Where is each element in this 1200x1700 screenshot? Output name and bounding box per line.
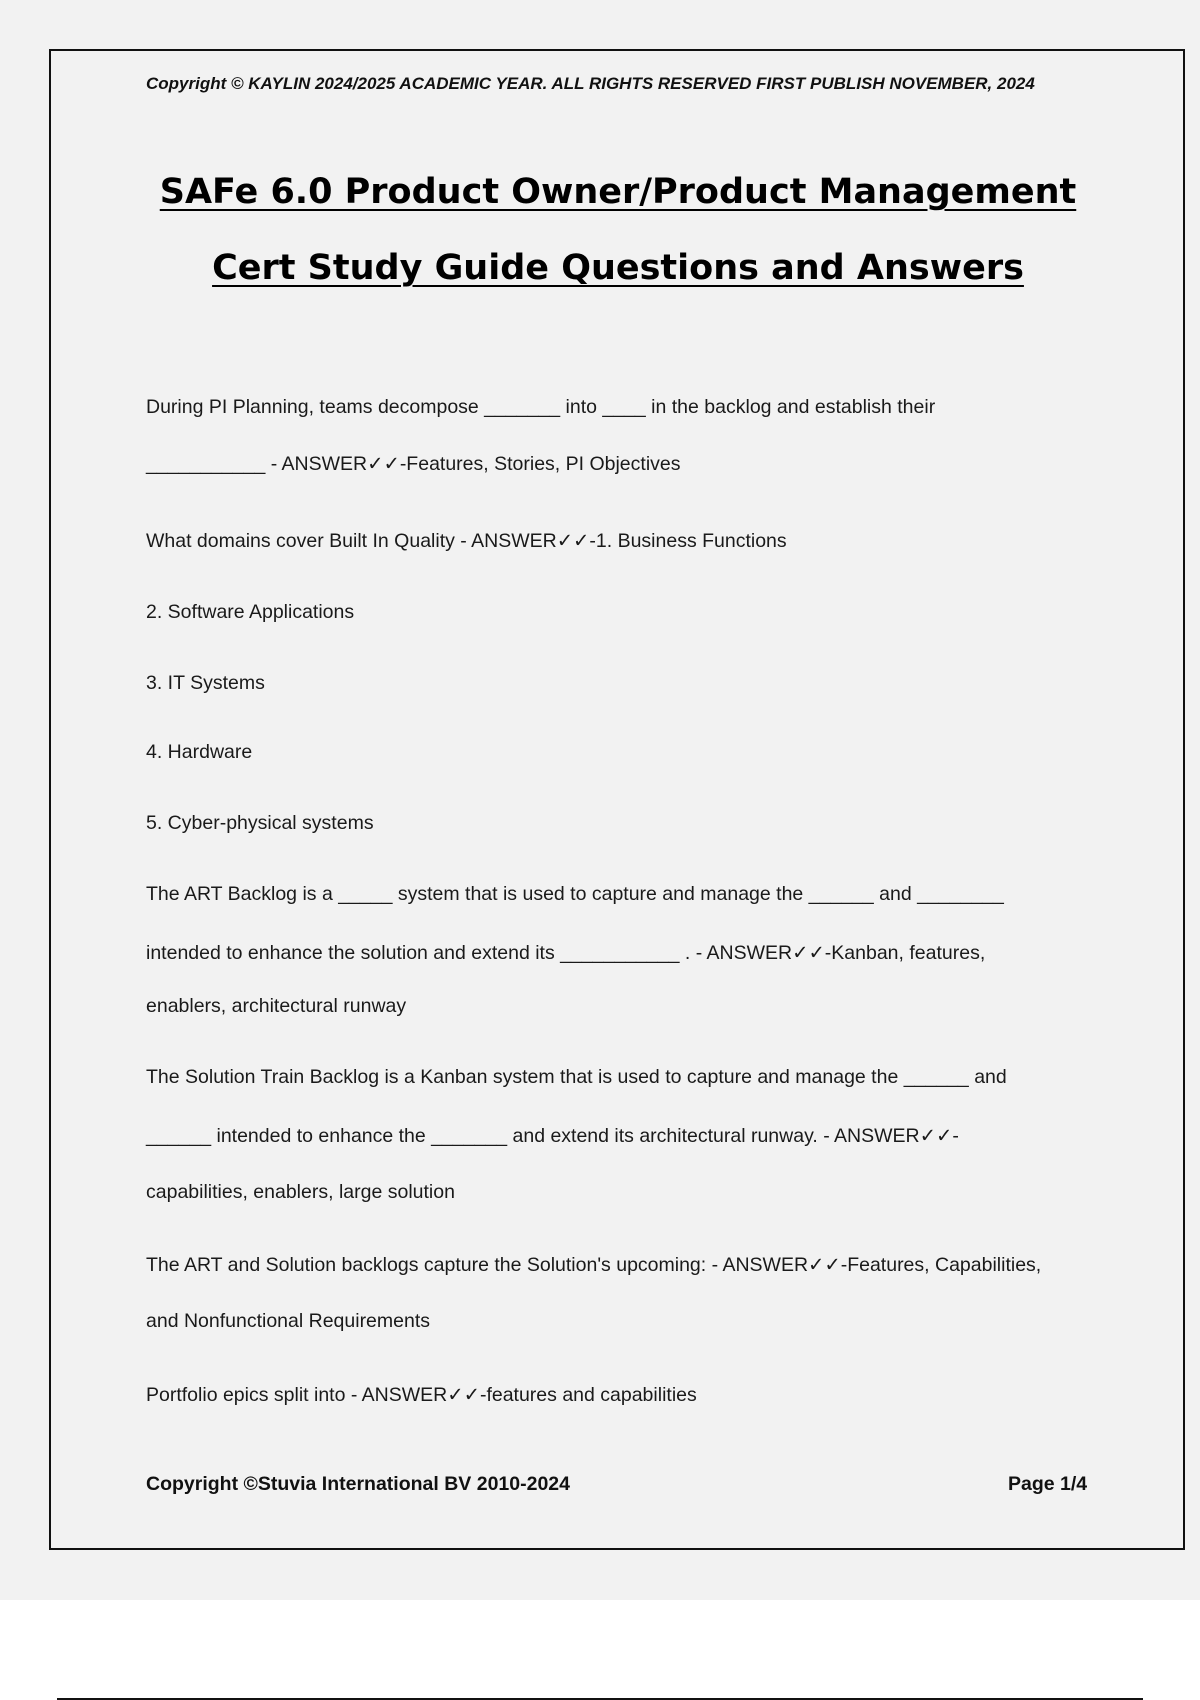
text-line: 5. Cyber-physical systems bbox=[146, 812, 374, 834]
text-line: capabilities, enablers, large solution bbox=[146, 1181, 455, 1203]
document-title-line-2: Cert Study Guide Questions and Answers bbox=[212, 248, 1024, 288]
text-line: enablers, architectural runway bbox=[146, 995, 407, 1017]
text-line: 4. Hardware bbox=[146, 741, 253, 763]
text-line: The Solution Train Backlog is a Kanban system that is used to capture and manage the ______ and bbox=[146, 1066, 1007, 1088]
text-line: 2. Software Applications bbox=[146, 601, 355, 623]
text-line: 3. IT Systems bbox=[146, 672, 265, 694]
text-line: The ART Backlog is a _____ system that is used to capture and manage the ______ and ________ bbox=[146, 883, 1004, 905]
text-line: The ART and Solution backlogs capture the Solution's upcoming: - ANSWER✓✓-Features, Capabilities, bbox=[146, 1254, 1042, 1276]
document-title-line-1: SAFe 6.0 Product Owner/Product Management bbox=[159, 172, 1077, 212]
text-line: and Nonfunctional Requirements bbox=[146, 1310, 431, 1332]
header-copyright: Copyright © KAYLIN 2024/2025 ACADEMIC YEAR. ALL RIGHTS RESERVED FIRST PUBLISH NOVEMBER, 2024 bbox=[146, 74, 1035, 93]
text-line: What domains cover Built In Quality - ANSWER✓✓-1. Business Functions bbox=[146, 530, 787, 552]
text-line: During PI Planning, teams decompose _______ into ____ in the backlog and establish their bbox=[146, 396, 936, 418]
footer-copyright: Copyright ©Stuvia International BV 2010-2024 bbox=[146, 1473, 570, 1495]
text-line: ______ intended to enhance the _______ and extend its architectural runway. - ANSWER✓✓- bbox=[146, 1125, 959, 1147]
page-number: Page 1/4 bbox=[1008, 1473, 1088, 1495]
text-line: intended to enhance the solution and extend its ___________ . - ANSWER✓✓-Kanban, features, bbox=[146, 942, 986, 964]
text-line: ___________ - ANSWER✓✓-Features, Stories, PI Objectives bbox=[146, 453, 681, 475]
text-line: Portfolio epics split into - ANSWER✓✓-features and capabilities bbox=[146, 1384, 697, 1406]
